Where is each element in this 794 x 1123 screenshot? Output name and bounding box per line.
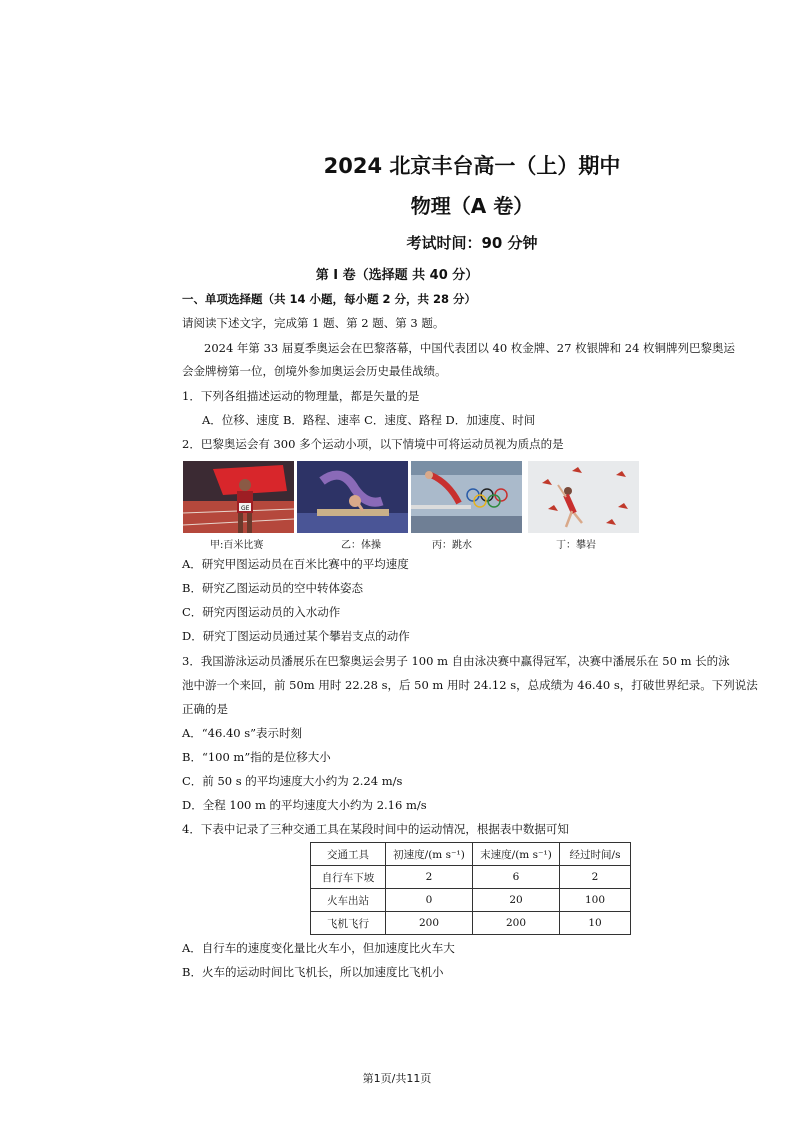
section-title: 第 I 卷（选择题 共 40 分） [315, 268, 479, 283]
question-1-options: A．位移、速度 B．路程、速率 C．速度、路程 D．加速度、时间 [202, 413, 536, 427]
question-4-stem: 4．下表中记录了三种交通工具在某段时间中的运动情况，根据表中数据可知 [182, 822, 569, 836]
table-cell: 火车出站 [311, 889, 386, 912]
question-3-option: C．前 50 s 的平均速度大小约为 2.24 m/s [182, 774, 403, 788]
photo-climbing [528, 461, 639, 533]
table-header-cell: 末速度/(m s⁻¹) [473, 843, 560, 866]
question-2-option: D．研究丁图运动员通过某个攀岩支点的动作 [182, 629, 410, 643]
question-4-option: A．自行车的速度变化量比火车小，但加速度比火车大 [182, 941, 455, 955]
caption-diving: 丙：跳水 [432, 540, 472, 551]
table-cell: 100 [560, 889, 631, 912]
table-cell: 飞机飞行 [311, 912, 386, 935]
reading-intro: 请阅读下述文字，完成第 1 题、第 2 题、第 3 题。 [182, 316, 445, 330]
table-row [311, 866, 631, 889]
table-header-cell: 初速度/(m s⁻¹) [386, 843, 473, 866]
part-heading: 一、单项选择题（共 14 小题，每小题 2 分，共 28 分） [182, 292, 477, 306]
question-3-stem-line: 池中游一个来回，前 50m 用时 22.28 s，后 50 m 用时 24.12 s，总成绩为 46.40 s，打破世界纪录。下列说法 [182, 678, 758, 692]
table-cell: 自行车下坡 [311, 866, 386, 889]
caption-climbing: 丁：攀岩 [556, 540, 596, 551]
photo-sprint [183, 461, 294, 533]
caption-gymnastics: 乙：体操 [341, 540, 381, 551]
table-cell: 20 [473, 889, 560, 912]
table-cell: 200 [386, 912, 473, 935]
question-3-stem-line: 正确的是 [182, 702, 228, 716]
photo-gymnastics [297, 461, 408, 533]
table-row [311, 912, 631, 935]
photo-diving [411, 461, 522, 533]
table-cell: 6 [473, 866, 560, 889]
question-3-stem-line: 3．我国游泳运动员潘展乐在巴黎奥运会男子 100 m 自由泳决赛中赢得冠军，决赛中潘展乐在 50 m 长的泳 [182, 654, 730, 668]
exam-time: 考试时间：90 分钟 [406, 234, 538, 252]
table-header-cell: 经过时间/s [560, 843, 631, 866]
vehicle-data-table [310, 842, 631, 935]
reading-paragraph-line: 会金牌榜第一位，创境外参加奥运会历史最佳战绩。 [182, 364, 447, 378]
caption-sprint: 甲:百米比赛 [210, 540, 264, 551]
table-cell: 2 [560, 866, 631, 889]
table-cell: 200 [473, 912, 560, 935]
question-1-stem: 1．下列各组描述运动的物理量，都是矢量的是 [182, 389, 420, 403]
table-cell: 10 [560, 912, 631, 935]
question-3-option: A．“46.40 s”表示时刻 [182, 726, 303, 740]
page-number: 第1页/共11页 [362, 1072, 432, 1085]
question-3-option: B．“100 m”指的是位移大小 [182, 750, 331, 764]
question-2-stem: 2．巴黎奥运会有 300 多个运动小项，以下情境中可将运动员视为质点的是 [182, 437, 564, 451]
table-header-cell: 交通工具 [311, 843, 386, 866]
page-subtitle: 物理（A 卷） [410, 194, 534, 218]
page-title: 2024 北京丰台高一（上）期中 [323, 154, 621, 178]
question-2-option: B．研究乙图运动员的空中转体姿态 [182, 581, 363, 595]
table-cell: 2 [386, 866, 473, 889]
question-2-option: C．研究丙图运动员的入水动作 [182, 605, 341, 619]
question-4-option: B．火车的运动时间比飞机长，所以加速度比飞机小 [182, 965, 444, 979]
bib-number: GE [241, 505, 250, 512]
question-2-option: A．研究甲图运动员在百米比赛中的平均速度 [182, 557, 409, 571]
question-3-option: D．全程 100 m 的平均速度大小约为 2.16 m/s [182, 798, 427, 812]
reading-paragraph-line: 2024 年第 33 届夏季奥运会在巴黎落幕，中国代表团以 40 枚金牌、27 枚银牌和 24 枚铜牌列巴黎奥运 [204, 341, 736, 355]
table-header-row [311, 843, 631, 866]
table-cell: 0 [386, 889, 473, 912]
table-row [311, 889, 631, 912]
